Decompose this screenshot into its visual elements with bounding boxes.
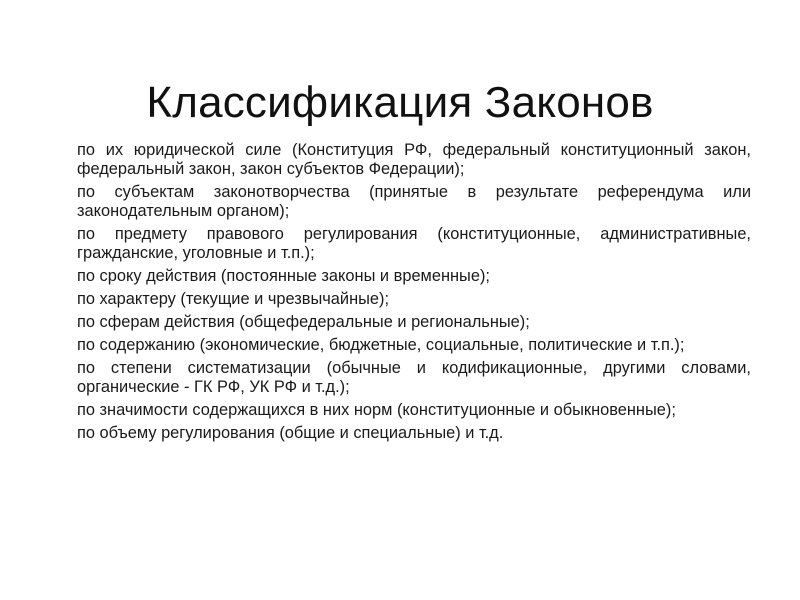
list-item-text: по степени систематизации (обычные и кодификационные, другими словами, органические - ГК РФ, УК РФ и т.д.); — [77, 359, 751, 396]
bullet-list — [48, 141, 751, 447]
list-item — [48, 313, 751, 332]
list-item — [48, 401, 751, 420]
list-item-text: по их юридической силе (Конституция РФ, федеральный конституционный закон, федеральный закон, закон субъектов Федерации); — [77, 141, 751, 178]
list-item-text: по предмету правового регулирования (конституционные, административные, гражданские, уголовные и т.п.); — [77, 225, 751, 262]
list-item-text: по объему регулирования (общие и специальные) и т.д. — [77, 424, 504, 442]
list-item — [48, 267, 751, 286]
list-item — [48, 359, 751, 397]
list-item-text: по сроку действия (постоянные законы и временные); — [77, 267, 490, 285]
list-item-text: по характеру (текущие и чрезвычайные); — [77, 290, 390, 308]
list-item — [48, 336, 751, 355]
list-item-text: по субъектам законотворчества (принятые в результате референдума или законодательным органом); — [77, 183, 751, 220]
list-item-text: по сферам действия (общефедеральные и региональные); — [77, 313, 530, 331]
list-item — [48, 424, 751, 443]
list-item — [48, 141, 751, 179]
slide-title: Классификация Законов — [146, 78, 654, 128]
list-item — [48, 225, 751, 263]
list-item-text: по содержанию (экономические, бюджетные, социальные, политические и т.п.); — [77, 336, 685, 354]
list-item — [48, 183, 751, 221]
list-item — [48, 290, 751, 309]
list-item-text: по значимости содержащихся в них норм (конституционные и обыкновенные); — [77, 401, 676, 419]
